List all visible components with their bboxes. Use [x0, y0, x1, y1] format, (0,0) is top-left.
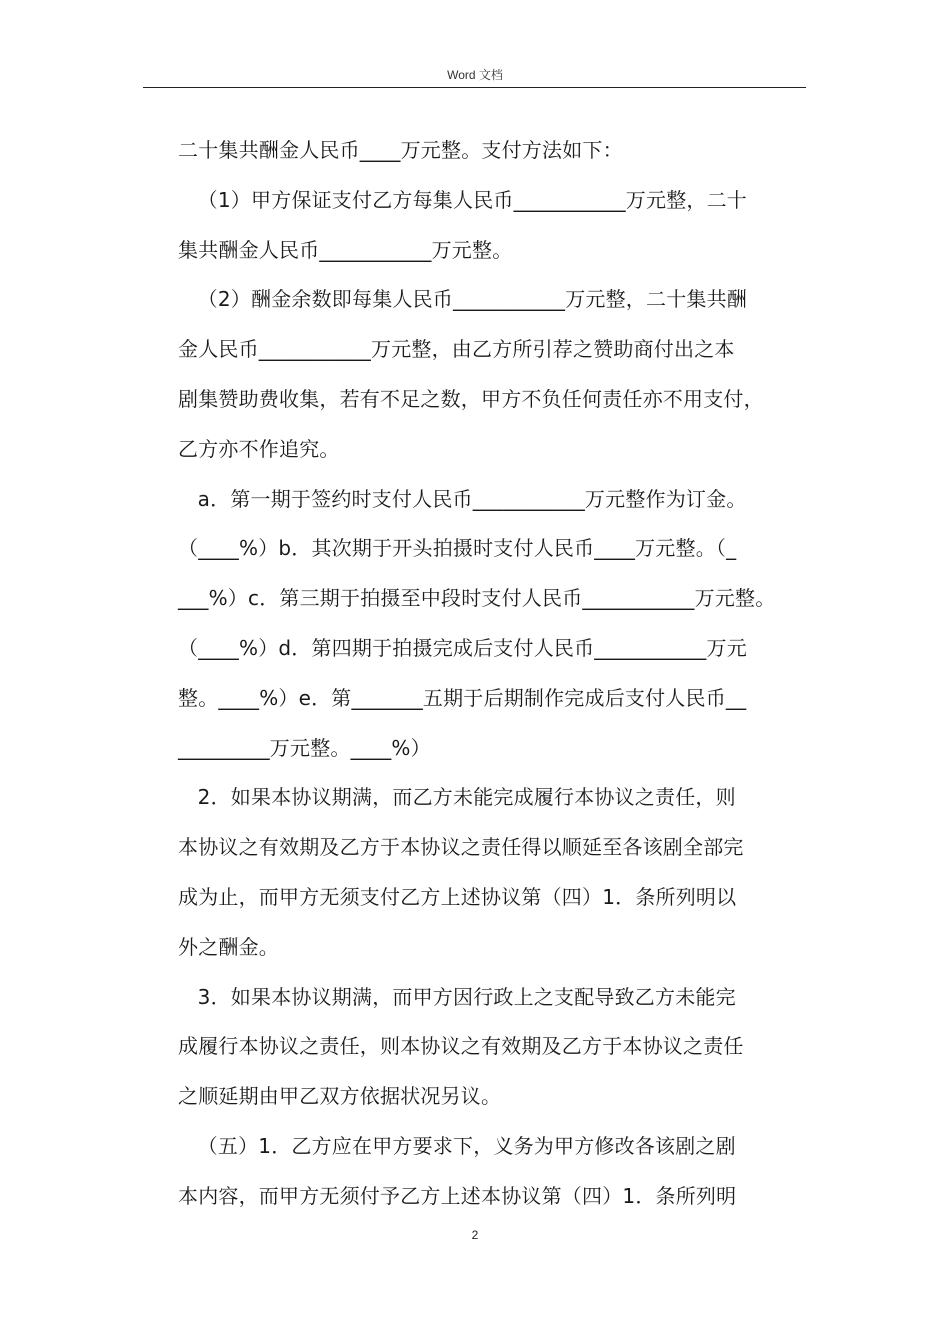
page-header: Word 文档 [447, 68, 503, 82]
text-line: 本协议之有效期及乙方于本协议之责任得以顺延至各该剧全部完 [178, 835, 744, 860]
document-body [178, 130, 808, 1226]
header-rule [143, 87, 806, 88]
text-line: （1）甲方保证支付乙方每集人民币___________万元整，二十 [178, 187, 747, 212]
text-line: 外之酬金。 [178, 934, 279, 959]
text-line: 剧集赞助费收集，若有不足之数，甲方不负任何责任亦不用支付， [178, 386, 764, 411]
page-number: 2 [471, 1228, 479, 1242]
text-line: 之顺延期由甲乙双方依据状况另议。 [178, 1084, 502, 1109]
text-line: 乙方亦不作追究。 [178, 436, 340, 461]
text-line: 2．如果本协议期满，而乙方未能完成履行本协议之责任，则 [178, 785, 736, 810]
text-line: 成履行本协议之责任，则本协议之有效期及乙方于本协议之责任 [178, 1034, 744, 1059]
text-line: ___%）c．第三期于拍摄至中段时支付人民币___________万元整。 [178, 586, 776, 611]
text-line: 二十集共酬金人民币____万元整。支付方法如下： [178, 138, 623, 162]
text-line: a．第一期于签约时支付人民币___________万元整作为订金。 [178, 486, 747, 511]
text-line: 集共酬金人民币___________万元整。 [178, 237, 513, 262]
text-line: （五）1．乙方应在甲方要求下，义务为甲方修改各该剧之剧 [178, 1133, 736, 1158]
text-line: 本内容，而甲方无须付予乙方上述本协议第（四）1．条所列明 [178, 1183, 737, 1208]
text-line: 3．如果本协议期满，而甲方因行政上之支配导致乙方未能完 [178, 984, 736, 1009]
text-line: （____%）b．其次期于开头拍摄时支付人民币____万元整。（_ [178, 536, 737, 561]
text-line: 整。____%）e．第_______五期于后期制作完成后支付人民币__ [178, 685, 747, 710]
text-line: _________万元整。____%） [178, 735, 431, 760]
text-line: （____%）d．第四期于拍摄完成后支付人民币___________万元 [178, 635, 747, 660]
text-line: 金人民币___________万元整，由乙方所引荐之赞助商付出之本 [178, 337, 735, 362]
text-line: 成为止，而甲方无须支付乙方上述协议第（四）1．条所列明以 [178, 884, 737, 909]
text-line: （2）酬金余数即每集人民币___________万元整，二十集共酬 [178, 287, 747, 312]
